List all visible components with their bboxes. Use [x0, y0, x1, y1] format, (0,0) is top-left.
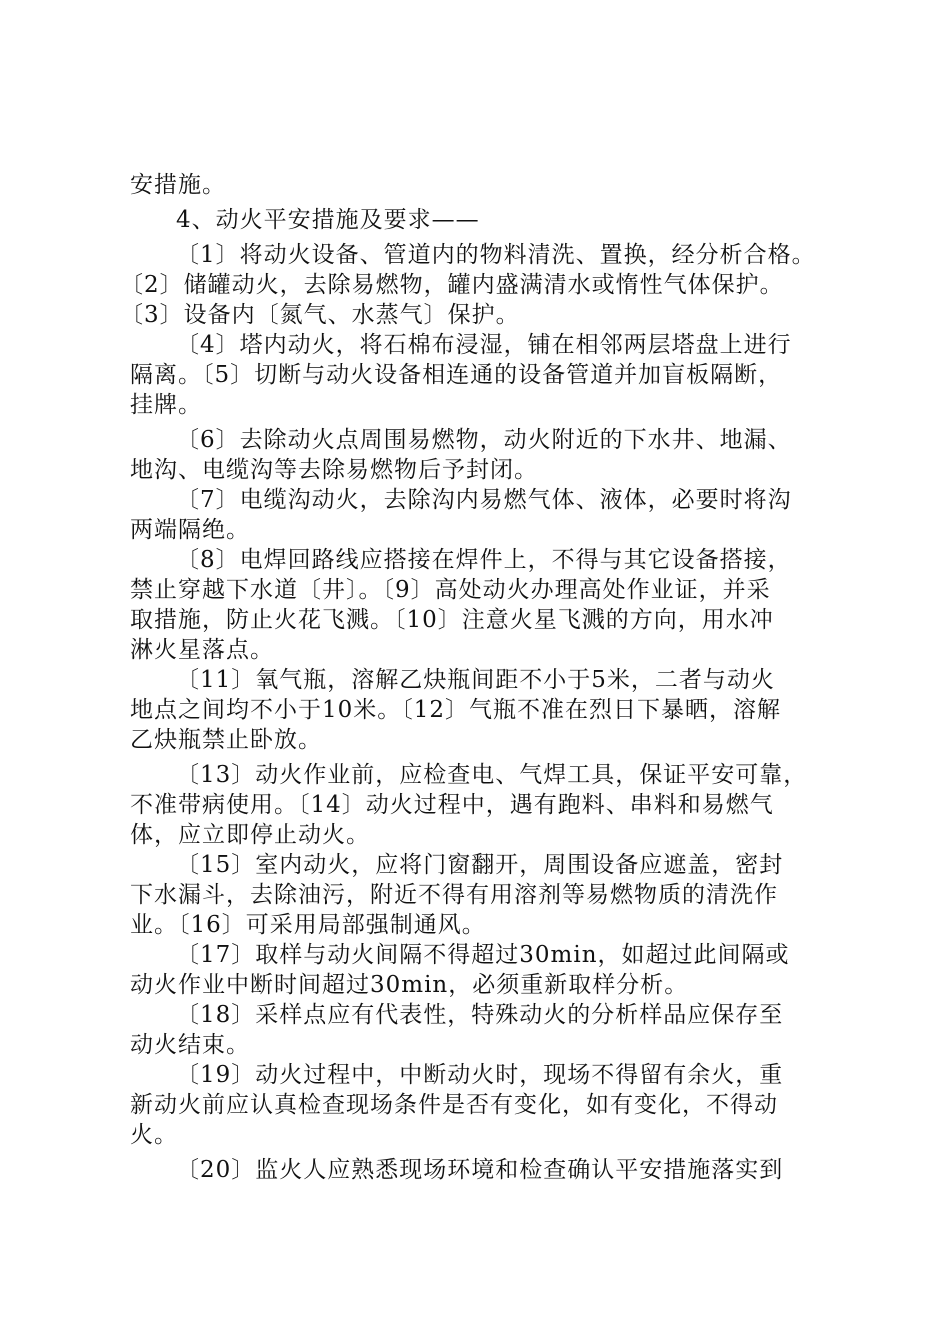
text-line: 〔4〕塔内动火，将石棉布浸湿，铺在相邻两层塔盘上进行 [176, 332, 792, 358]
text-line: 不准带病使用。〔14〕动火过程中，遇有跑料、串料和易燃气 [130, 792, 774, 818]
text-line: 〔6〕去除动火点周围易燃物，动火附近的下水井、地漏、 [176, 427, 792, 453]
text-line: 动火结束。 [130, 1032, 250, 1058]
text-line: 两端隔绝。 [130, 517, 250, 543]
text-line: 〔7〕电缆沟动火，去除沟内易燃气体、液体，必要时将沟 [176, 487, 792, 513]
text-line: 火。 [130, 1122, 178, 1148]
text-line: 〔19〕动火过程中，中断动火时，现场不得留有余火，重 [176, 1062, 784, 1088]
text-line: 隔离。〔5〕切断与动火设备相连通的设备管道并加盲板隔断， [130, 362, 783, 388]
text-line: 〔17〕取样与动火间隔不得超过30min，如超过此间隔或 [176, 942, 790, 968]
text-line: 下水漏斗，去除油污，附近不得有用溶剂等易燃物质的清洗作 [130, 882, 778, 908]
text-line: 〔18〕采样点应有代表性，特殊动火的分析样品应保存至 [176, 1002, 784, 1028]
text-line: 〔1〕将动火设备、管道内的物料清洗、置换，经分析合格。 [176, 242, 816, 268]
text-line: 乙炔瓶禁止卧放。 [130, 727, 322, 753]
text-line: 〔13〕动火作业前，应检查电、气焊工具，保证平安可靠， [176, 762, 808, 788]
text-line: 〔2〕储罐动火，去除易燃物，罐内盛满清水或惰性气体保护。 [120, 272, 784, 298]
text-line: 动火作业中断时间超过30min，必须重新取样分析。 [130, 972, 689, 998]
text-line: 业。〔16〕可采用局部强制通风。 [130, 912, 486, 938]
text-line: 挂牌。 [130, 392, 202, 418]
text-line: 淋火星落点。 [130, 637, 274, 663]
text-line: 〔20〕监火人应熟悉现场环境和检查确认平安措施落实到 [176, 1157, 784, 1183]
text-line: 地点之间均不小于10米。〔12〕气瓶不准在烈日下暴晒，溶解 [130, 697, 782, 723]
text-line: 地沟、电缆沟等去除易燃物后予封闭。 [130, 457, 538, 483]
text-line: 安措施。 [130, 172, 226, 198]
text-line: 体，应立即停止动火。 [130, 822, 370, 848]
text-line: 取措施，防止火花飞溅。〔10〕注意火星飞溅的方向，用水冲 [130, 607, 774, 633]
text-line: 〔8〕电焊回路线应搭接在焊件上，不得与其它设备搭接， [176, 547, 792, 573]
text-line: 禁止穿越下水道〔井〕。〔9〕高处动火办理高处作业证，并采 [130, 577, 771, 603]
text-line: 〔3〕设备内〔氮气、水蒸气〕保护。 [120, 302, 520, 328]
text-line: 〔15〕室内动火，应将门窗翻开，周围设备应遮盖，密封 [176, 852, 784, 878]
section-heading: 4、动火平安措施及要求—— [176, 207, 480, 233]
text-line: 新动火前应认真检查现场条件是否有变化，如有变化，不得动 [130, 1092, 778, 1118]
text-line: 〔11〕氧气瓶，溶解乙炔瓶间距不小于5米，二者与动火 [176, 667, 775, 693]
